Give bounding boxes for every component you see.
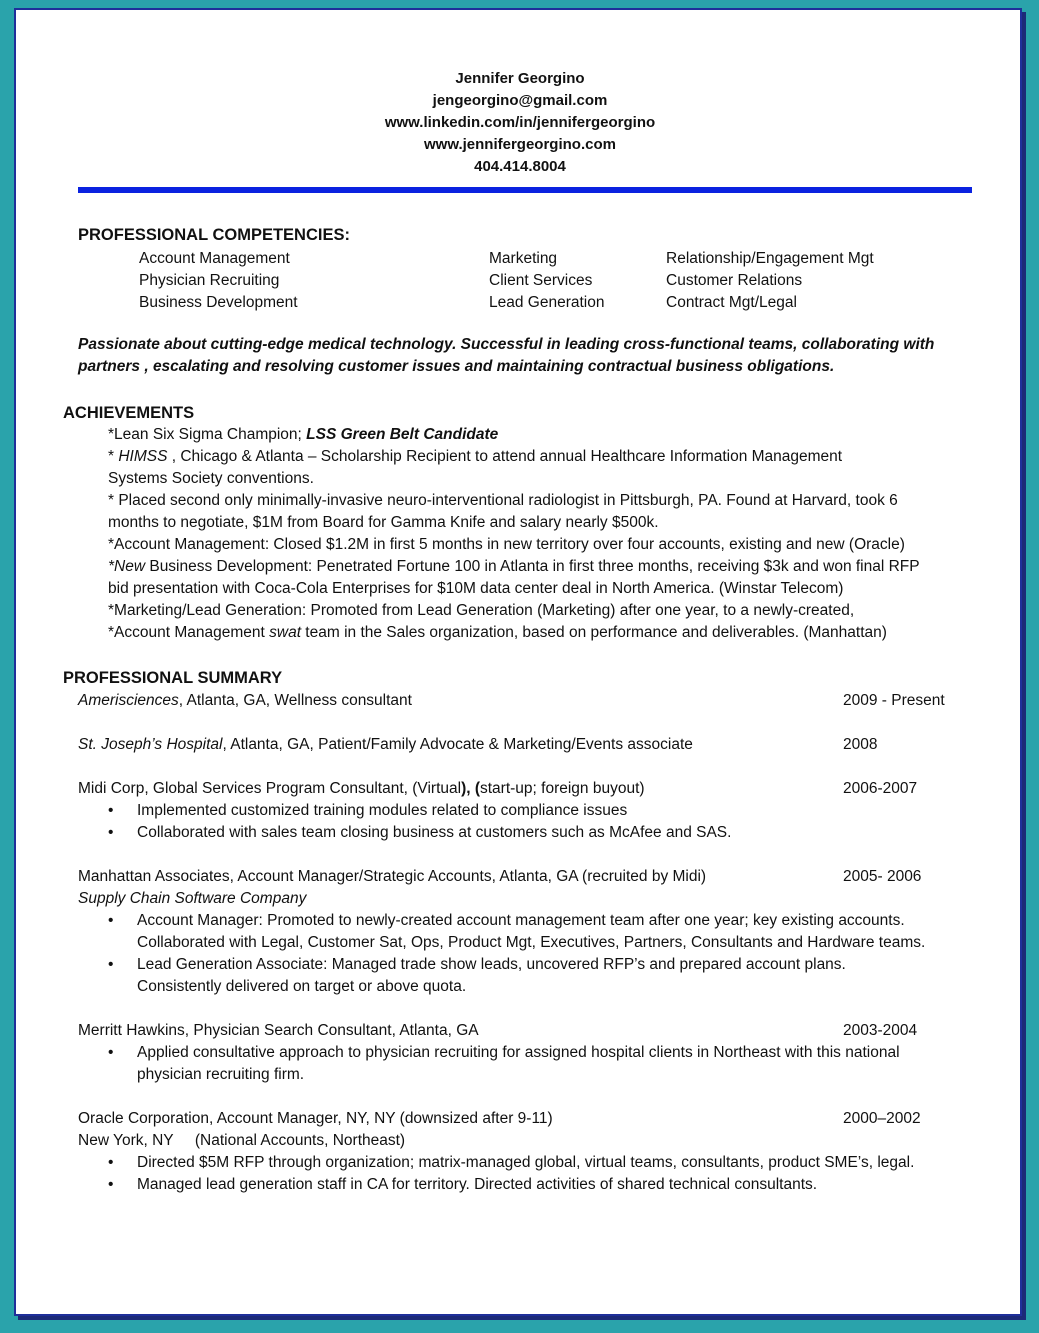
achievement-text: *Account Management (108, 624, 270, 641)
company-name: St. Joseph’s Hospital (78, 736, 223, 753)
competency-item: Lead Generation (489, 294, 605, 311)
achievements-heading: ACHIEVEMENTS (63, 404, 195, 422)
job-title: , Atlanta, GA, Wellness consultant (178, 692, 412, 709)
bullet-glyph: • (108, 912, 114, 929)
bullet-text: Lead Generation Associate: Managed trade show leads, uncovered RFP’s and prepared account plans. (137, 956, 846, 973)
job-title: Oracle Corporation, Account Manager, NY, NY (downsized after 9-11) (78, 1110, 553, 1127)
job-midi-corp (78, 778, 978, 844)
achievement-item (108, 556, 988, 578)
competency-item: Business Development (139, 294, 298, 311)
achievement-text: team in the Sales organization, based on performance and deliverables. (Manhattan) (301, 624, 887, 641)
competencies-column-3 (666, 248, 874, 314)
competency-item: Marketing (489, 250, 558, 267)
email[interactable]: jengeorgino@gmail.com (432, 92, 608, 109)
achievement-text: * (108, 448, 119, 465)
achievement-item: * Placed second only minimally-invasive neuro-interventional radiologist in Pittsburgh, PA. Found at Harvard, took 6 (108, 492, 898, 509)
competency-item: Physician Recruiting (139, 272, 280, 289)
job-date: 2006-2007 (843, 780, 918, 797)
bullet-text: Applied consultative approach to physician recruiting for assigned hospital clients in Northeast with this national (137, 1044, 900, 1061)
achievement-text: Business Development: Penetrated Fortune 100 in Atlanta in first three months, receiving $3k and won final RFP (145, 558, 920, 575)
profile-summary (78, 334, 978, 378)
achievement-item (108, 446, 988, 468)
bullet-continuation (78, 976, 978, 998)
job-st-josephs (78, 734, 978, 756)
bullet-text: Collaborated with sales team closing business at customers such as McAfee and SAS. (137, 824, 732, 841)
bullet-glyph: • (108, 956, 114, 973)
job-oracle (78, 1108, 978, 1196)
bullet-item (78, 1174, 978, 1196)
bullet-item (78, 800, 978, 822)
bullet-text: Managed lead generation staff in CA for territory. Directed activities of shared technical consultants. (137, 1176, 818, 1193)
bullet-glyph: • (108, 1154, 114, 1171)
competency-item: Client Services (489, 272, 593, 289)
website-url[interactable]: www.jennifergeorgino.com (424, 136, 616, 153)
bullet-glyph: • (108, 824, 114, 841)
competencies-heading: PROFESSIONAL COMPETENCIES: (78, 226, 350, 244)
achievement-item (108, 622, 988, 644)
summary-line: Passionate about cutting-edge medical technology. Successful in leading cross-functional teams, collaborating with (78, 336, 935, 353)
job-date: 2003-2004 (843, 1022, 918, 1039)
achievement-emphasis: swat (269, 624, 301, 641)
bullet-item (78, 1042, 978, 1064)
resume-page (14, 8, 1022, 1316)
job-date: 2005- 2006 (843, 868, 922, 885)
professional-summary-heading: PROFESSIONAL SUMMARY (63, 669, 283, 687)
achievement-item (108, 424, 988, 446)
header-divider (78, 187, 972, 193)
bullet-text: Consistently delivered on target or above quota. (137, 978, 467, 995)
achievement-item: bid presentation with Coca-Cola Enterprises for $10M data center deal in North America. (Winstar Telecom) (108, 580, 844, 597)
job-title: Merritt Hawkins, Physician Search Consultant, Atlanta, GA (78, 1022, 479, 1039)
job-title: , Atlanta, GA, Patient/Family Advocate & Marketing/Events associate (222, 736, 693, 753)
bullet-text: Implemented customized training modules related to compliance issues (137, 802, 628, 819)
bullet-glyph: • (108, 1044, 114, 1061)
resume-header (16, 68, 1024, 178)
achievement-item: *Marketing/Lead Generation: Promoted from Lead Generation (Marketing) after one year, to a newly-created, (108, 602, 855, 619)
bullet-text: Directed $5M RFP through organization; matrix-managed global, virtual teams, consultants, product SME’s, legal. (137, 1154, 915, 1171)
job-date: 2000–2002 (843, 1110, 921, 1127)
company-description: Supply Chain Software Company (78, 890, 307, 907)
achievement-emphasis: LSS Green Belt Candidate (306, 426, 499, 443)
bullet-item (78, 910, 978, 932)
competencies-column-2 (489, 248, 604, 314)
achievement-emphasis: *New (108, 558, 146, 575)
bullet-glyph: • (108, 1176, 114, 1193)
competency-item: Customer Relations (666, 272, 803, 289)
job-amerisciences (78, 690, 978, 712)
job-title-punctuation: ), ( (461, 780, 480, 797)
achievement-item: Systems Society conventions. (108, 470, 314, 487)
job-title: start-up; foreign buyout) (480, 780, 645, 797)
linkedin-url[interactable]: www.linkedin.com/in/jennifergeorgino (384, 114, 656, 131)
phone-number: 404.414.8004 (474, 158, 566, 175)
company-name: Amerisciences (78, 692, 179, 709)
achievement-item: *Account Management: Closed $1.2M in first 5 months in new territory over four accounts, existing and new (Oracle) (108, 536, 905, 553)
bullet-text: Collaborated with Legal, Customer Sat, Ops, Product Mgt, Executives, Partners, Consultants and Hardware teams. (137, 934, 926, 951)
job-location: New York, NY (National Accounts, Northeast) (78, 1132, 406, 1149)
achievement-item: months to negotiate, $1M from Board for Gamma Knife and salary nearly $500k. (108, 514, 659, 531)
competencies-column-1 (139, 248, 298, 314)
bullet-text: physician recruiting firm. (137, 1066, 305, 1083)
bullet-item (78, 822, 978, 844)
competency-item: Relationship/Engagement Mgt (666, 250, 874, 267)
candidate-name: Jennifer Georgino (455, 70, 585, 87)
job-manhattan-associates (78, 866, 978, 998)
competency-item: Account Management (139, 250, 290, 267)
bullet-continuation (78, 932, 978, 954)
achievement-emphasis: HIMSS (118, 448, 168, 465)
bullet-text: Account Manager: Promoted to newly-created account management team after one year; key existing accounts. (137, 912, 905, 929)
job-date: 2009 - Present (843, 692, 945, 709)
job-date: 2008 (843, 736, 878, 753)
achievement-text: , Chicago & Atlanta – Scholarship Recipient to attend annual Healthcare Information Management (167, 448, 843, 465)
bullet-glyph: • (108, 802, 114, 819)
job-merritt-hawkins (78, 1020, 978, 1086)
bullet-continuation (78, 1064, 978, 1086)
job-title: Midi Corp, Global Services Program Consultant, (Virtual (78, 780, 462, 797)
competency-item: Contract Mgt/Legal (666, 294, 797, 311)
job-title: Manhattan Associates, Account Manager/Strategic Accounts, Atlanta, GA (recruited by Midi) (78, 868, 707, 885)
achievement-text: *Lean Six Sigma Champion; (108, 426, 307, 443)
summary-line: partners , escalating and resolving customer issues and maintaining contractual business obligations. (78, 358, 835, 375)
bullet-item (78, 1152, 978, 1174)
achievements-list (108, 424, 988, 644)
bullet-item (78, 954, 978, 976)
